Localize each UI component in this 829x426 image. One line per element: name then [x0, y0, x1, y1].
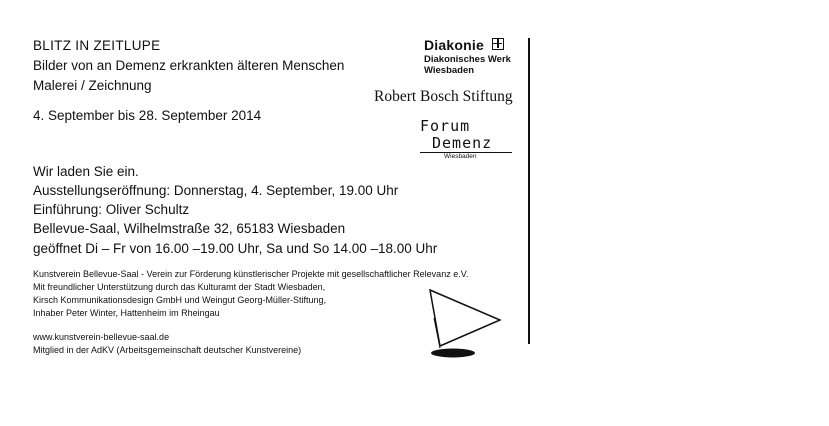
- opening-hours: geöffnet Di – Fr von 16.00 –19.00 Uhr, Sa und So 14.00 –18.00 Uhr: [33, 241, 438, 256]
- exhibition-title: BLITZ IN ZEITLUPE: [33, 38, 161, 53]
- bosch-stiftung-logo: Robert Bosch Stiftung: [374, 88, 513, 105]
- credits-line: Inhaber Peter Winter, Hattenheim im Rheingau: [33, 308, 220, 318]
- introduction-info: Einführung: Oliver Schultz: [33, 202, 190, 217]
- credits-line: Mit freundlicher Unterstützung durch das Kulturamt der Stadt Wiesbaden,: [33, 282, 326, 292]
- divider-line: [528, 38, 530, 344]
- exhibition-dates: 4. September bis 28. September 2014: [33, 108, 262, 123]
- forum-demenz-logo-top: Forum: [420, 117, 471, 135]
- exhibition-medium: Malerei / Zeichnung: [33, 78, 152, 93]
- membership-note: Mitglied in der AdKV (Arbeitsgemeinschaft deutscher Kunstvereine): [33, 345, 302, 355]
- venue-address: Bellevue-Saal, Wilhelmstraße 32, 65183 Wiesbaden: [33, 221, 346, 236]
- kunstverein-triangle-logo-icon: [420, 286, 510, 366]
- exhibition-subtitle: Bilder von an Demenz erkrankten älteren Menschen: [33, 58, 345, 73]
- diakonie-subline: Diakonisches Werk: [424, 54, 511, 65]
- credits-line: Kunstverein Bellevue-Saal - Verein zur Förderung künstlerischer Projekte mit gesellschaftlicher Relevanz e.V.: [33, 269, 469, 279]
- invitation-line: Wir laden Sie ein.: [33, 164, 139, 179]
- opening-info: Ausstellungseröffnung: Donnerstag, 4. September, 19.00 Uhr: [33, 183, 399, 198]
- diakonie-logo-name: Diakonie: [424, 37, 484, 53]
- forum-demenz-city: Wiesbaden: [444, 153, 477, 160]
- website-url: www.kunstverein-bellevue-saal.de: [33, 332, 170, 342]
- diakonie-cross-icon: [492, 38, 504, 50]
- credits-line: Kirsch Kommunikationsdesign GmbH und Weingut Georg-Müller-Stiftung,: [33, 295, 326, 305]
- forum-demenz-logo-bottom: Demenz: [432, 134, 493, 152]
- diakonie-city: Wiesbaden: [424, 65, 475, 76]
